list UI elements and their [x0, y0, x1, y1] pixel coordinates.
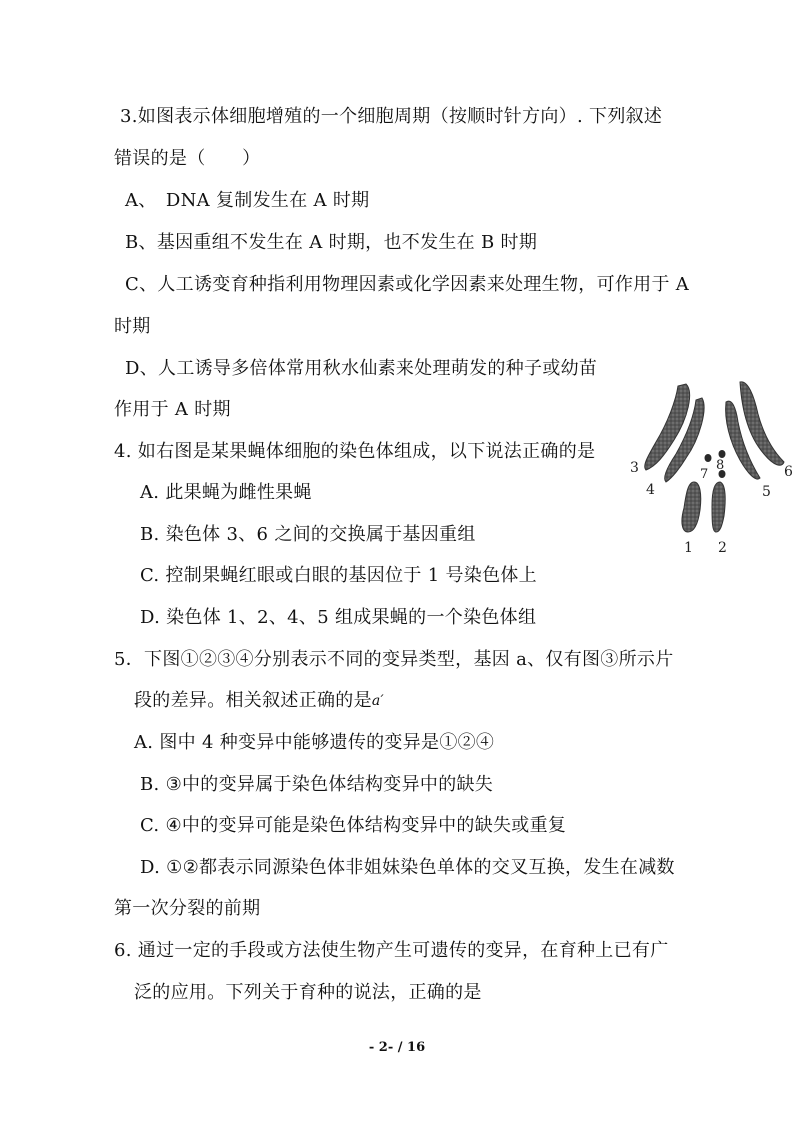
q4-option-c: C. 控制果蝇红眼或白眼的基因位于 1 号染色体上: [140, 565, 537, 586]
q5-option-d-line1: D. ①②都表示同源染色体非姐妹染色单体的交叉互换，发生在减数: [140, 857, 675, 878]
chromosome-diagram: [628, 378, 794, 560]
figure-label-4: 4: [646, 482, 655, 498]
q4-stem: 4. 如右图是某果蝇体细胞的染色体组成，以下说法正确的是: [114, 441, 596, 462]
q3-option-c-line1: C、人工诱变育种指利用物理因素或化学因素来处理生物，可作用于 A: [125, 274, 690, 295]
figure-label-6: 6: [784, 464, 793, 480]
q6-stem-line1: 6. 通过一定的手段或方法使生物产生可遗传的变异，在育种上已有广: [114, 940, 669, 961]
figure-label-7: 7: [700, 467, 709, 482]
figure-label-2: 2: [718, 540, 727, 556]
chromosome-1: [682, 482, 701, 532]
q3-option-b: B、基因重组不发生在 A 时期，也不发生在 B 时期: [125, 232, 538, 253]
figure-label-1: 1: [684, 540, 693, 556]
chromosome-2: [712, 482, 725, 532]
q3-option-d-line2: 作用于 A 时期: [114, 399, 231, 420]
q3-stem-line2: 错误的是（ ）: [114, 148, 261, 169]
q3-stem-line1: 3.如图表示体细胞增殖的一个细胞周期（按顺时针方向）. 下列叙述: [120, 106, 663, 127]
q3-option-d-line1: D、人工诱导多倍体常用秋水仙素来处理萌发的种子或幼苗: [125, 358, 598, 379]
q5-stem-line2-text: 段的差异。相关叙述正确的是: [134, 690, 372, 711]
q3-option-c-line2: 时期: [114, 316, 151, 337]
page-footer: - 2- / 16: [368, 1040, 426, 1055]
figure-label-5: 5: [762, 484, 771, 500]
q6-stem-line2: 泛的应用。下列关于育种的说法，正确的是: [134, 982, 482, 1003]
chromosome-figure: [628, 378, 794, 560]
q5-option-b: B. ③中的变异属于染色体结构变异中的缺失: [140, 774, 494, 795]
q5-option-c: C. ④中的变异可能是染色体结构变异中的缺失或重复: [140, 815, 567, 836]
q4-option-b: B. 染色体 3、6 之间的交换属于基因重组: [140, 524, 476, 545]
q5-option-d-line2: 第一次分裂的前期: [114, 898, 261, 919]
figure-label-8: 8: [716, 458, 725, 473]
q3-option-a: A、 DNA 复制发生在 A 时期: [125, 190, 370, 211]
chromosome-7: [705, 454, 712, 462]
q4-option-d: D. 染色体 1、2、4、5 组成果蝇的一个染色体组: [140, 607, 537, 628]
q5-stem-mark: a′: [371, 693, 385, 709]
chromosome-8-top: [719, 450, 726, 458]
q4-option-a: A. 此果蝇为雌性果蝇: [140, 482, 312, 503]
q5-stem-line2: [134, 690, 384, 712]
q5-stem-line1: 5．下图①②③④分别表示不同的变异类型，基因 a、仅有图③所示片: [114, 649, 674, 670]
q5-option-a: A. 图中 4 种变异中能够遗传的变异是①②④: [134, 732, 495, 753]
figure-label-3: 3: [630, 460, 639, 476]
